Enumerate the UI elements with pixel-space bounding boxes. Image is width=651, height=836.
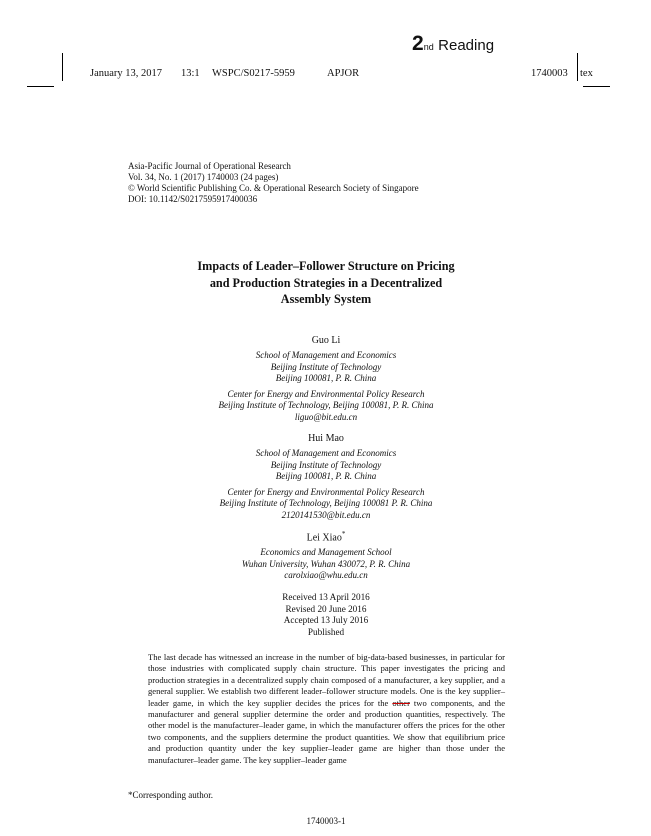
journal-doi: DOI: 10.1142/S0217595917400036: [128, 194, 258, 204]
history-revised: Revised 20 June 2016: [285, 603, 367, 614]
running-head-time: 13:1: [181, 68, 200, 79]
author-block: [90, 433, 562, 521]
title-line: and Production Strategies in a Decentralized: [209, 275, 443, 290]
author-email: 2120141530@bit.edu.cn: [281, 509, 371, 520]
crop-mark-right-horizontal: [583, 86, 610, 87]
author-block: [90, 335, 562, 423]
journal-name: Asia-Pacific Journal of Operational Research: [128, 161, 291, 171]
article-history: [90, 592, 562, 638]
page-number: 1740003-1: [306, 816, 346, 826]
author-affiliation: School of Management and Economics Beijing Institute of Technology Beijing 100081, P. R. China Center for Energy and Environmental Policy Research Beijing Institute of Technology, Beijing 100081, P. R. China liguo@bit.edu.cn: [90, 350, 562, 423]
crop-mark-left-vertical: [62, 53, 63, 81]
author-email: liguo@bit.edu.cn: [294, 411, 358, 422]
author-block: [90, 530, 562, 582]
title-line: Impacts of Leader–Follower Structure on Pricing: [197, 259, 455, 273]
paper-title: [90, 258, 562, 308]
reading-stamp: [412, 32, 494, 56]
corresponding-mark: *: [341, 530, 346, 538]
running-head-article-id: 1740003: [531, 68, 568, 79]
author-affiliation: Economics and Management School Wuhan University, Wuhan 430072, P. R. China carolxiao@whu.edu.cn: [90, 547, 562, 582]
author-affiliation: School of Management and Economics Beijing Institute of Technology Beijing 100081, P. R. China Center for Energy and Environmental Policy Research Beijing Institute of Technology, Beijing 100081 P. R. China 2120141530@bit.edu.cn: [90, 448, 562, 521]
footnote: *Corresponding author.: [128, 790, 213, 800]
journal-volume: Vol. 34, No. 1 (2017) 1740003 (24 pages): [128, 172, 279, 182]
author-name: Guo Li: [311, 335, 341, 346]
title-line: Assembly System: [280, 292, 372, 306]
journal-copyright: © World Scientific Publishing Co. & Operational Research Society of Singapore: [128, 183, 419, 193]
history-accepted: Accepted 13 July 2016: [283, 615, 369, 626]
history-received: Received 13 April 2016: [282, 592, 370, 602]
reading-stamp-number: 2: [412, 32, 424, 55]
history-published: Published: [307, 626, 345, 637]
author-email: carolxiao@whu.edu.cn: [284, 570, 368, 581]
running-head-ext: tex: [580, 68, 593, 79]
running-head-journal-code: APJOR: [327, 68, 360, 79]
crop-mark-right-vertical: [577, 53, 578, 81]
abstract: The last decade has witnessed an increase in the number of big-data-based businesses, in particular for those industries with complicated supply chain structure. This paper investigates the pricing and production strategies in a decentralized supply chain composed of a manufacturer, a key supplier, and a general supplier. We establish two different leader–follower structure models. One is the key supplier–leader game, in which the key supplier decides the prices for the other two components, and the manufacturer and general supplier determine the order and production quantities, respectively. The other model is the manufacturer–leader game, in which the manufacturer offers the prices for the other two components, and the suppliers determine the product quantities. We show that equilibrium price and production quantity under the key supplier–leader game are higher than those under the manufacturer–leader game. The key supplier–leader game: [148, 652, 505, 765]
author-name: Lei Xiao*: [306, 530, 346, 544]
struck-word: other: [392, 697, 410, 708]
running-head-date: January 13, 2017: [90, 68, 163, 79]
journal-info: [128, 161, 419, 205]
running-head-ref: WSPC/S0217-5959: [212, 68, 295, 79]
reading-stamp-word: Reading: [438, 37, 495, 54]
author-name: Hui Mao: [308, 433, 344, 444]
crop-mark-left-horizontal: [27, 86, 54, 87]
reading-stamp-suffix: nd: [423, 42, 434, 52]
